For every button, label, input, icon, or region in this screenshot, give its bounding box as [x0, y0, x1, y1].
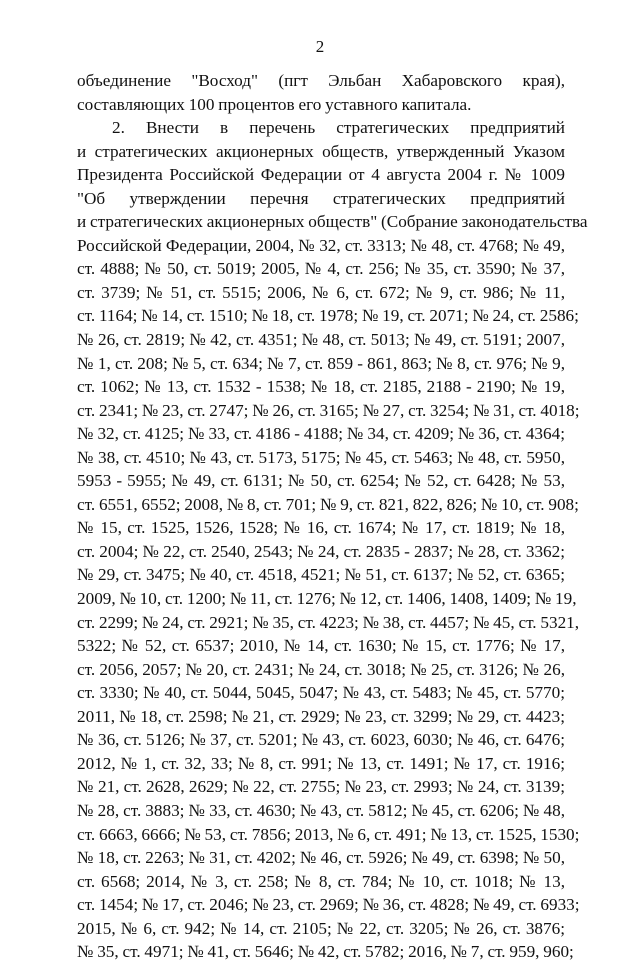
text-line: 2012, № 1, ст. 32, 33; № 8, ст. 991; № 13, ст. 1491; № 17, ст. 1916;: [77, 753, 565, 773]
text-line: № 26, ст. 2819; № 42, ст. 4351; № 48, ст. 5013; № 49, ст. 5191; 2007,: [77, 330, 565, 350]
text-line: Президента Российской Федерации от 4 августа 2004 г. № 1009: [77, 165, 565, 185]
text-line: № 35, ст. 4971; № 41, ст. 5646; № 42, ст. 5782; 2016, № 7, ст. 959, 960;: [77, 942, 574, 962]
text-line: 2011, № 18, ст. 2598; № 21, ст. 2929; № 23, ст. 3299; № 29, ст. 4423;: [77, 706, 565, 726]
text-line: Российской Федерации, 2004, № 32, ст. 3313; № 48, ст. 4768; № 49,: [77, 235, 565, 255]
text-line: 5322; № 52, ст. 6537; 2010, № 14, ст. 1630; № 15, ст. 1776; № 17,: [77, 636, 565, 656]
text-line: ст. 6551, 6552; 2008, № 8, ст. 701; № 9, ст. 821, 822, 826; № 10, ст. 908;: [77, 494, 579, 514]
text-line: ст. 1164; № 14, ст. 1510; № 18, ст. 1978; № 19, ст. 2071; № 24, ст. 2586;: [77, 306, 579, 326]
text-line: ст. 2341; № 23, ст. 2747; № 26, ст. 3165; № 27, ст. 3254; № 31, ст. 4018;: [77, 400, 580, 420]
text-line: № 32, ст. 4125; № 33, ст. 4186 - 4188; № 34, ст. 4209; № 36, ст. 4364;: [77, 424, 565, 444]
text-line: ст. 2004; № 22, ст. 2540, 2543; № 24, ст. 2835 - 2837; № 28, ст. 3362;: [77, 541, 565, 561]
text-line: составляющих 100 процентов его уставного капитала.: [77, 94, 472, 114]
text-line: ст. 1454; № 17, ст. 2046; № 23, ст. 2969; № 36, ст. 4828; № 49, ст. 6933;: [77, 895, 580, 915]
text-line: ст. 3330; № 40, ст. 5044, 5045, 5047; № 43, ст. 5483; № 45, ст. 5770;: [77, 683, 565, 703]
text-line: ст. 6568; 2014, № 3, ст. 258; № 8, ст. 784; № 10, ст. 1018; № 13,: [77, 871, 565, 891]
text-line: ст. 3739; № 51, ст. 5515; 2006, № 6, ст. 672; № 9, ст. 986; № 11,: [77, 282, 565, 302]
text-line: ст. 1062; № 13, ст. 1532 - 1538; № 18, ст. 2185, 2188 - 2190; № 19,: [77, 377, 565, 397]
text-line: № 15, ст. 1525, 1526, 1528; № 16, ст. 1674; № 17, ст. 1819; № 18,: [77, 518, 565, 538]
page-number: 2: [315, 37, 325, 56]
text-line: 5953 - 5955; № 49, ст. 6131; № 50, ст. 6254; № 52, ст. 6428; № 53,: [77, 471, 565, 491]
text-line: № 1, ст. 208; № 5, ст. 634; № 7, ст. 859 - 861, 863; № 8, ст. 976; № 9,: [77, 353, 565, 373]
text-line: объединение "Восход" (пгт Эльбан Хабаровского края),: [77, 71, 565, 90]
text-line: 2015, № 6, ст. 942; № 14, ст. 2105; № 22, ст. 3205; № 26, ст. 3876;: [77, 918, 565, 938]
text-line: ст. 2056, 2057; № 20, ст. 2431; № 24, ст. 3018; № 25, ст. 3126; № 26,: [77, 659, 565, 679]
text-line: № 38, ст. 4510; № 43, ст. 5173, 5175; № 45, ст. 5463; № 48, ст. 5950,: [77, 447, 565, 467]
text-line: ст. 4888; № 50, ст. 5019; 2005, № 4, ст. 256; № 35, ст. 3590; № 37,: [77, 259, 565, 279]
text-line: № 29, ст. 3475; № 40, ст. 4518, 4521; № 51, ст. 6137; № 52, ст. 6365;: [77, 565, 565, 585]
text-line: 2009, № 10, ст. 1200; № 11, ст. 1276; № 12, ст. 1406, 1408, 1409; № 19,: [77, 589, 577, 609]
text-line: № 36, ст. 5126; № 37, ст. 5201; № 43, ст. 6023, 6030; № 46, ст. 6476;: [77, 730, 565, 750]
text-line: № 21, ст. 2628, 2629; № 22, ст. 2755; № 23, ст. 2993; № 24, ст. 3139;: [77, 777, 565, 797]
document-body: [77, 69, 588, 964]
text-line: № 28, ст. 3883; № 33, ст. 4630; № 43, ст. 5812; № 45, ст. 6206; № 48,: [77, 800, 565, 820]
text-line: № 18, ст. 2263; № 31, ст. 4202; № 46, ст. 5926; № 49, ст. 6398; № 50,: [77, 848, 565, 868]
text-line: 2. Внести в перечень стратегических предприятий: [112, 118, 565, 138]
text-line: "Об утверждении перечня стратегических предприятий: [77, 188, 565, 208]
text-line: ст. 6663, 6666; № 53, ст. 7856; 2013, № 6, ст. 491; № 13, ст. 1525, 1530;: [77, 824, 580, 844]
text-line: и стратегических акционерных обществ" (Собрание законодательства: [77, 212, 588, 232]
text-line: и стратегических акционерных обществ, утвержденный Указом: [77, 141, 565, 161]
text-line: ст. 2299; № 24, ст. 2921; № 35, ст. 4223; № 38, ст. 4457; № 45, ст. 5321,: [77, 612, 580, 632]
